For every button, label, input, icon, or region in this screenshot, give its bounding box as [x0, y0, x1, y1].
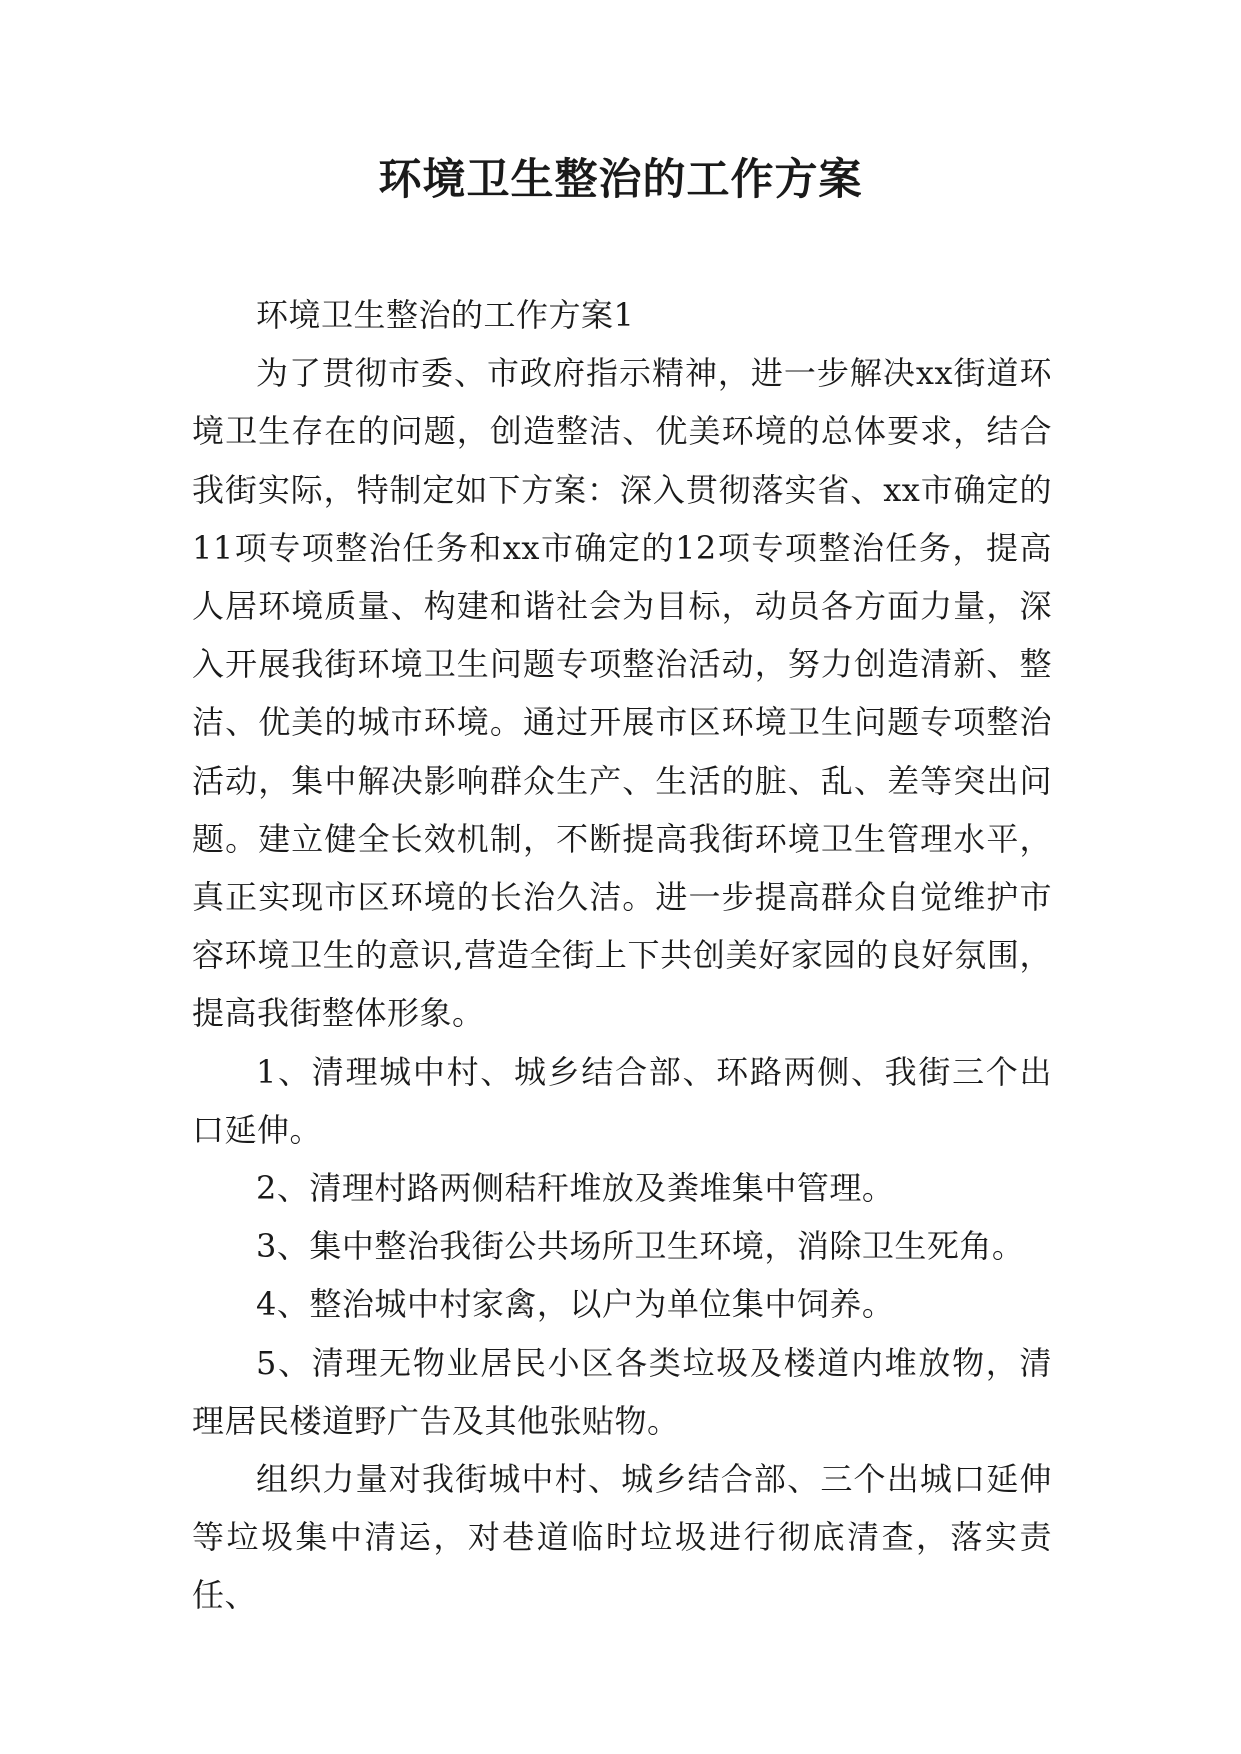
document-body: [192, 286, 1052, 1625]
list-item: 4、整治城中村家禽，以户为单位集中饲养。: [256, 1285, 895, 1324]
list-item: 2、清理村路两侧秸秆堆放及粪堆集中管理。: [256, 1169, 895, 1208]
paragraph-heading: 环境卫生整治的工作方案1: [256, 296, 635, 334]
paragraph: 为了贯彻市委、市政府指示精神，进一步解决xx街道环境卫生存在的问题，创造整洁、优美环境的总体要求，结合我街实际，特制定如下方案：深入贯彻落实省、xx市确定的11项专项整治任务和xx市确定的12项专项整治任务，提高人居环境质量、构建和谐社会为目标，动员各方面力量，深入开展我街环境卫生问题专项整治活动，努力创造清新、整洁、优美的城市环境。通过开展市区环境卫生问题专项整治活动，集中解决影响群众生产、生活的脏、乱、差等突出问题。建立健全长效机制，不断提高我街环境卫生管理水平，真正实现市区环境的长治久洁。进一步提高群众自觉维护市容环境卫生的意识,营造全街上下共创美好家园的良好氛围，提高我街整体形象。: [192, 354, 1052, 1033]
document-title: 环境卫生整治的工作方案: [378, 155, 863, 205]
list-item: 3、集中整治我街公共场所卫生环境，消除卫生死角。: [256, 1227, 1025, 1266]
list-item: 5、清理无物业居民小区各类垃圾及楼道内堆放物，清理居民楼道野广告及其他张贴物。: [192, 1343, 1052, 1440]
list-item: 1、清理城中村、城乡结合部、环路两侧、我街三个出口延伸。: [192, 1052, 1052, 1149]
paragraph: 组织力量对我街城中村、城乡结合部、三个出城口延伸等垃圾集中清运，对巷道临时垃圾进行彻底清查，落实责任、: [192, 1460, 1052, 1615]
